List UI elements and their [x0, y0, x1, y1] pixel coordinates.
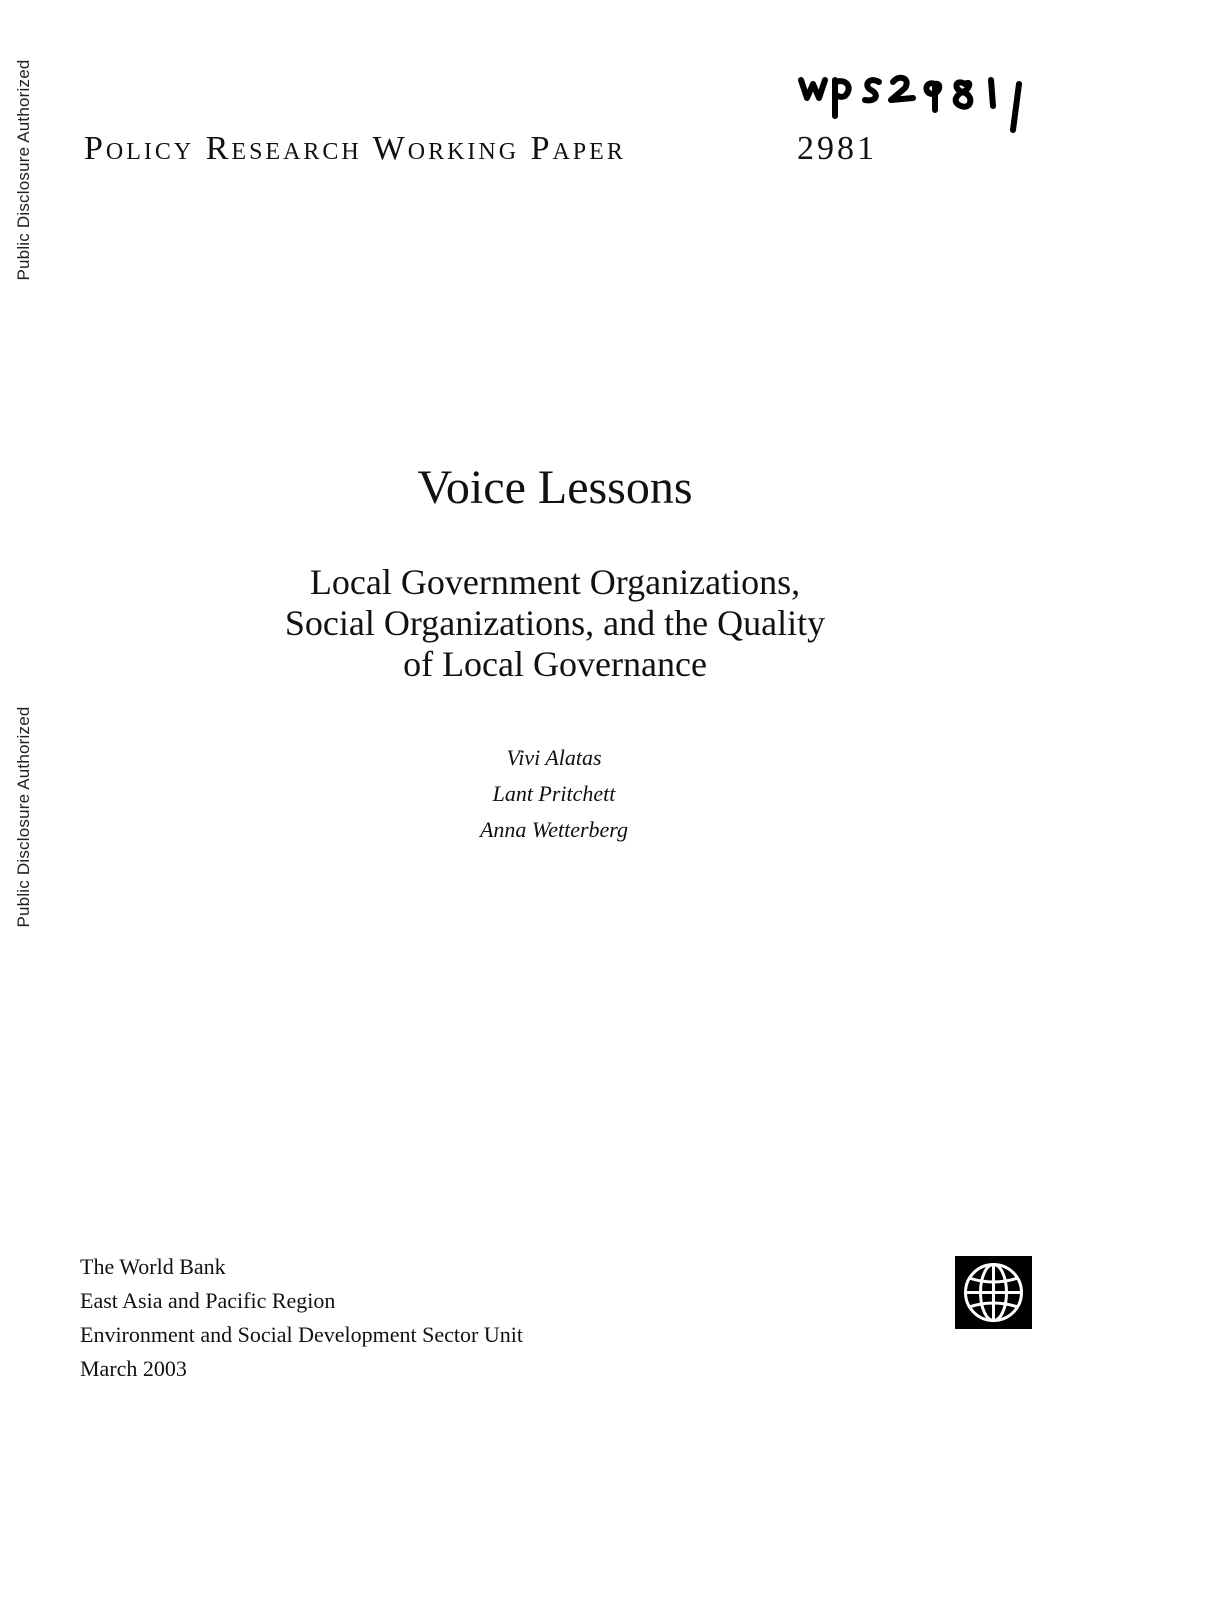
author-list	[0, 740, 1108, 848]
world-bank-logo	[955, 1256, 1032, 1329]
disclosure-stamp-bottom: Public Disclosure Authorized	[14, 706, 33, 928]
publisher-line: East Asia and Pacific Region	[80, 1288, 336, 1313]
disclosure-stamp-top: Public Disclosure Authorized	[14, 59, 33, 281]
author-name: Anna Wetterberg	[479, 817, 629, 842]
handwritten-note	[795, 66, 1035, 136]
paper-subtitle	[0, 562, 1110, 685]
subtitle-line: Local Government Organizations,	[309, 562, 801, 602]
series-title: Policy Research Working Paper	[84, 130, 626, 167]
paper-title: Voice Lessons	[417, 461, 693, 514]
publisher-line: The World Bank	[80, 1254, 226, 1279]
world-bank-globe-icon	[955, 1256, 1032, 1329]
publication-date: March 2003	[80, 1356, 187, 1381]
paper-number: 2981	[797, 130, 877, 167]
author-name: Lant Pritchett	[492, 781, 616, 806]
publisher-line: Environment and Social Development Sector Unit	[80, 1322, 523, 1347]
subtitle-line: Social Organizations, and the Quality	[284, 603, 826, 643]
author-name: Vivi Alatas	[506, 745, 602, 770]
subtitle-line: of Local Governance	[403, 644, 707, 684]
publisher-block	[80, 1250, 523, 1386]
